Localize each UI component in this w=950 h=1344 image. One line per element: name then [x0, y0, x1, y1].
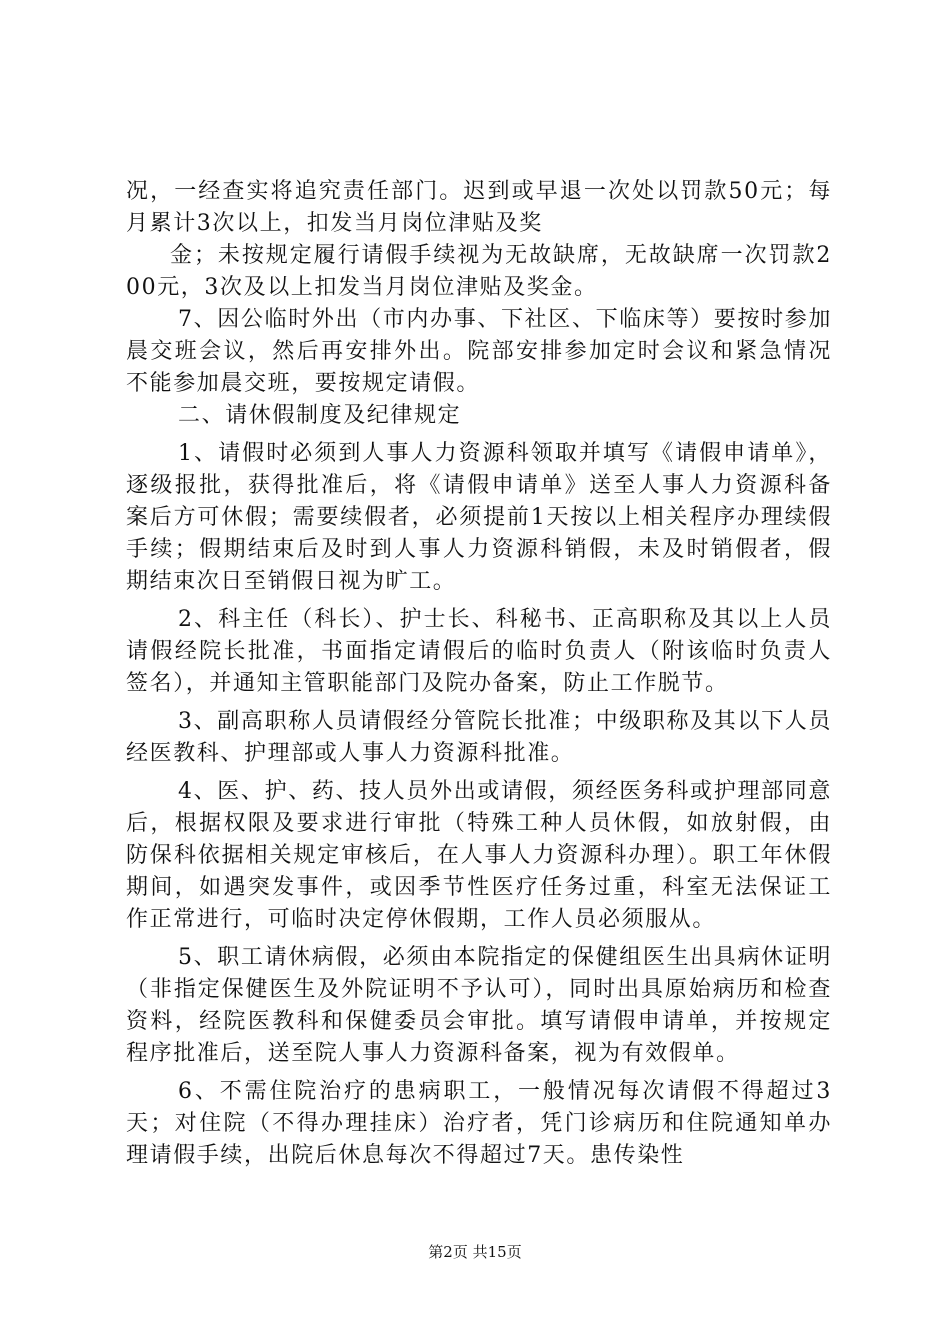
document-body [126, 176, 832, 1172]
section-heading-leave-rules: 二、请休假制度及纪律规定 [178, 403, 462, 428]
paragraph-leave-item-6: 6、不需住院治疗的患病职工，一般情况每次请假不得超过3天；对住院（不得办理挂床）治疗者，凭门诊病历和住院通知单办理请假手续，出院后休息每次不得超过7天。患传染性 [126, 1079, 832, 1168]
paragraph-leave-item-5: 5、职工请休病假，必须由本院指定的保健组医生出具病休证明（非指定保健医生及外院证明不予认可），同时出具原始病历和检查资料，经院医教科和保健委员会审批。填写请假申请单，并按规定程序批准后，送至院人事人力资源科备案，视为有效假单。 [126, 945, 832, 1066]
paragraph-leave-item-2: 2、科主任（科长）、护士长、科秘书、正高职称及其以上人员请假经院长批准，书面指定请假后的临时负责人（附该临时负责人签名），并通知主管职能部门及院办备案，防止工作脱节。 [126, 607, 832, 696]
paragraph-item-7: 7、因公临时外出（市内办事、下社区、下临床等）要按时参加晨交班会议，然后再安排外出。院部安排参加定时会议和紧急情况不能参加晨交班，要按规定请假。 [126, 307, 832, 396]
paragraph-absence-penalty: 金；未按规定履行请假手续视为无故缺席，无故缺席一次罚款200元，3次及以上扣发当月岗位津贴及奖金。 [126, 243, 832, 300]
page-number-footer: 第2页 共15页 [428, 1243, 522, 1261]
paragraph-leave-item-1: 1、请假时必须到人事人力资源科领取并填写《请假申请单》，逐级报批，获得批准后，将《请假申请单》送至人事人力资源科备案后方可休假；需要续假者，必须提前1天按以上相关程序办理续假手续；假期结束后及时到人事人力资源科销假，未及时销假者，假期结束次日至销假日视为旷工。 [126, 441, 832, 594]
paragraph-continued-penalty: 况，一经查实将追究责任部门。迟到或早退一次处以罚款50元；每月累计3次以上，扣发当月岗位津贴及奖 [126, 179, 832, 236]
paragraph-leave-item-3: 3、副高职称人员请假经分管院长批准；中级职称及其以下人员经医教科、护理部或人事人力资源科批准。 [126, 709, 832, 766]
paragraph-leave-item-4: 4、医、护、药、技人员外出或请假，须经医务科或护理部同意后，根据权限及要求进行审批（特殊工种人员休假，如放射假，由防保科依据相关规定审核后，在人事人力资源科办理）。职工年休假期间，如遇突发事件，或因季节性医疗任务过重，科室无法保证工作正常进行，可临时决定停休假期，工作人员必须服从。 [126, 779, 832, 932]
